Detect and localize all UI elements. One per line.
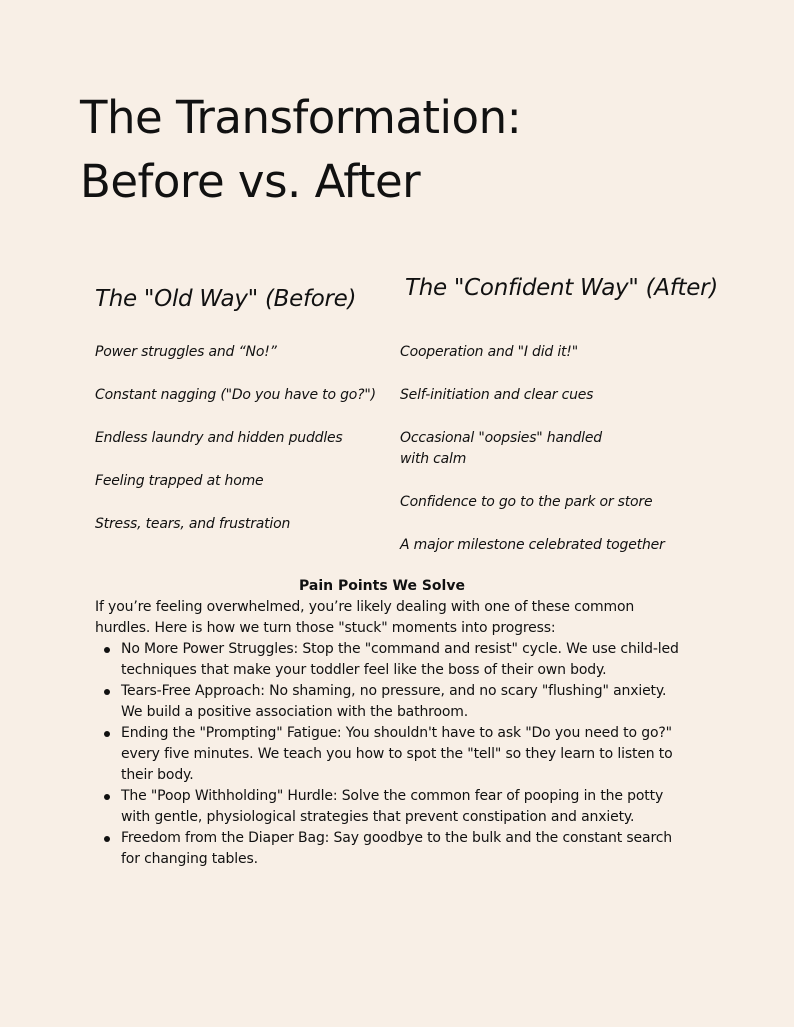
pain-point-text: Freedom from the Diaper Bag: Say goodbye to the bulk and the constant search for changing tables. bbox=[121, 830, 673, 867]
pain-point-item bbox=[95, 639, 685, 681]
pain-point-item bbox=[95, 786, 685, 828]
bullet-icon bbox=[104, 794, 110, 800]
before-item: Constant nagging ("Do you have to go?") bbox=[95, 387, 376, 403]
pain-point-item bbox=[95, 681, 685, 723]
bullet-icon bbox=[104, 647, 110, 653]
after-item: Self-initiation and clear cues bbox=[400, 387, 594, 403]
page-title-line-2: Before vs. After bbox=[80, 155, 421, 208]
page-title-line-1: The Transformation: bbox=[80, 91, 522, 144]
pain-point-item bbox=[95, 828, 685, 870]
bullet-icon bbox=[104, 836, 110, 842]
before-item: Power struggles and “No!” bbox=[95, 344, 277, 360]
before-item: Stress, tears, and frustration bbox=[95, 516, 291, 532]
bullet-icon bbox=[104, 689, 110, 695]
pain-point-text: Tears-Free Approach: No shaming, no pressure, and no scary "flushing" anxiety. We build a positive association with the bathroom. bbox=[121, 683, 667, 720]
after-list bbox=[400, 342, 700, 578]
page-title bbox=[80, 86, 720, 214]
after-item: Confidence to go to the park or store bbox=[400, 494, 653, 510]
before-item: Feeling trapped at home bbox=[95, 473, 264, 489]
before-column-heading: The "Old Way" (Before) bbox=[95, 286, 357, 312]
pain-points-heading: Pain Points We Solve bbox=[299, 578, 465, 594]
pain-point-text: Ending the "Prompting" Fatigue: You shouldn't have to ask "Do you need to go?" every five minutes. We teach you how to spot the "tell" so they learn to listen to their body. bbox=[121, 725, 673, 783]
after-item: A major milestone celebrated together bbox=[400, 537, 665, 553]
bullet-icon bbox=[104, 731, 110, 737]
pain-point-text: The "Poop Withholding" Hurdle: Solve the common fear of pooping in the potty with gentle, physiological strategies that prevent constipation and anxiety. bbox=[121, 788, 664, 825]
before-item: Endless laundry and hidden puddles bbox=[95, 430, 343, 446]
pain-points-list bbox=[95, 639, 685, 870]
pain-point-text: No More Power Struggles: Stop the "command and resist" cycle. We use child-led techniques that make your toddler feel like the boss of their own body. bbox=[121, 641, 679, 678]
after-column-heading: The "Confident Way" (After) bbox=[405, 275, 718, 301]
before-list bbox=[95, 342, 395, 557]
pain-point-item bbox=[95, 723, 685, 786]
pain-points-intro: If you’re feeling overwhelmed, you’re likely dealing with one of these common hurdles. Here is how we turn those "stuck" moments into progress: bbox=[95, 599, 635, 636]
after-item: Cooperation and "I did it!" bbox=[400, 344, 578, 360]
after-item: Occasional "oopsies" handled with calm bbox=[400, 430, 602, 467]
